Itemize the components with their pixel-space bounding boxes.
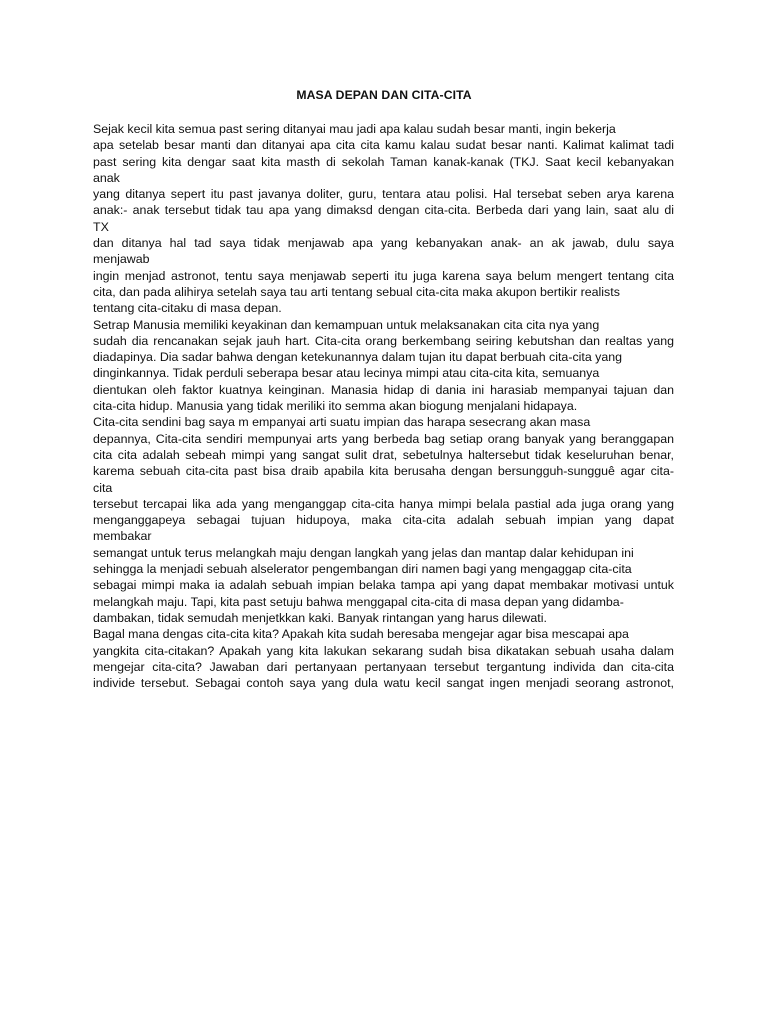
text-line: apa setelab besar manti dan ditanyai apa cita cita kamu kalau sudat besar nanti. Kalimat kalimat tadi xyxy=(93,138,674,153)
text-line: sudah dia rencanakan sejak jauh hart. Cita-cita orang berkembang seiring kebutshan dan realtas yang xyxy=(93,333,674,348)
text-line: individe tersebut. Sebagai contoh saya yang dula watu kecil sangat ingen menjadi seorang astronot, xyxy=(93,676,674,691)
text-line: Bagal mana dengas cita-cita kita? Apakah kita sudah beresaba mengejar agar bisa mescapai apa xyxy=(93,627,629,642)
text-line: cita xyxy=(93,480,113,495)
text-line: anak:- anak tersebut tidak tau apa yang dimaksd dengan cita-cita. Berbeda dari yang lain, saat alu di xyxy=(93,203,674,218)
text-line: anak xyxy=(93,170,120,185)
text-line: Cita-cita sendini bag saya m empanyai arti suatu impian das harapa sesecrang akan masa xyxy=(93,415,591,430)
text-line: tentang cita-citaku di masa depan. xyxy=(93,301,282,316)
document-title: MASA DEPAN DAN CITA-CITA xyxy=(296,88,472,102)
text-line: ingin menjad astronot, tentu saya menjawab seperti itu juga karena saya belum mengert tentang cita xyxy=(93,268,674,283)
text-line: past sering kita dengar saat kita masth di sekolah Taman kanak-kanak (TKJ. Saat kecil kebanyakan xyxy=(93,154,674,169)
text-line: dinginkannya. Tidak perduli seberapa besar atau lecinya mimpi atau cita-cita kita, semuanya xyxy=(93,366,600,381)
text-line: cita-cita hidup. Manusia yang tidak meriliki ito semma akan biogung menjalani hidapaya. xyxy=(93,399,578,414)
text-line: melangkah maju. Tapi, kita past setuju bahwa menggapal cita-cita di masa depan yang didamba- xyxy=(93,594,624,609)
text-line: mengejar cita-cita? Jawaban dari pertanyaan pertanyaan tersebut tergantung individa dan cita-cita xyxy=(93,659,674,674)
text-line: cita, dan pada alihirya setelah saya tau arti tentang sebual cita-cita maka akupon bertikir realists xyxy=(93,284,620,299)
text-line: TX xyxy=(93,219,109,234)
text-line: karema sebuah cita-cita past bisa draib apabila kita berusaha dengan bersungguh-sungguê agar cita- xyxy=(93,464,674,479)
text-line: tersebut tercapai lika ada yang menganggap cita-cita hanya mimpi belala pastial ada juga orang yang xyxy=(93,496,674,511)
text-line: menganggapeya sebagai tujuan hidupoya, maka cita-cita adalah sebuah impian yang dapat xyxy=(93,513,674,528)
text-line: Sejak kecil kita semua past sering ditanyai mau jadi apa kalau sudah besar manti, ingin bekerja xyxy=(93,122,616,136)
text-line: yangkita cita-citakan? Apakah yang kita lakukan sekarang sudah bisa dikatakan sebuah usaha dalam xyxy=(93,643,674,658)
text-line: sehingga la menjadi sebuah alselerator pengembangan diri namen bagi yang mengaggap cita-cita xyxy=(93,562,632,577)
document-body xyxy=(93,121,674,691)
text-line: dan ditanya hal tad saya tidak menjawab apa yang kebanyakan anak- an ak jawab, dulu saya xyxy=(93,236,674,251)
text-line: Setrap Manusia memiliki keyakinan dan kemampuan untuk melaksanakan cita cita nya yang xyxy=(93,317,600,332)
text-line: semangat untuk terus melangkah maju dengan langkah yang jelas dan mantap dalar kehidupan ini xyxy=(93,545,634,560)
text-line: yang ditanya sepert itu past javanya doliter, guru, tentara atau polisi. Hal tersebat seben arya karena xyxy=(93,187,674,202)
text-line: cita cita adalah sebeah mimpi yang sangat sulit drat, sebetulnya haltersebut tidak keseluruhan benar, xyxy=(93,447,674,462)
text-line: membakar xyxy=(93,529,152,544)
text-line: menjawab xyxy=(93,252,150,267)
text-line: depannya, Cita-cita sendiri mempunyai arts yang berbeda bag setiap orang banyak yang beranggapan xyxy=(93,431,674,446)
text-line: sebagai mimpi maka ia adalah sebuah impian belaka tampa api yang dapat membakar motivasi untuk xyxy=(93,578,674,593)
text-line: dientukan oleh faktor kuatnya keinginan. Manasia hidap di dania ini harasiab mempanyai tajuan dan xyxy=(93,382,674,397)
text-line: diadapinya. Dia sadar bahwa dengan ketekunannya dalam tujan itu dapat berbuah cita-cita yang xyxy=(93,350,623,365)
text-line: dambakan, tidak semudah menjetkkan kaki. Banyak rintangan yang harus dilewati. xyxy=(93,610,547,625)
